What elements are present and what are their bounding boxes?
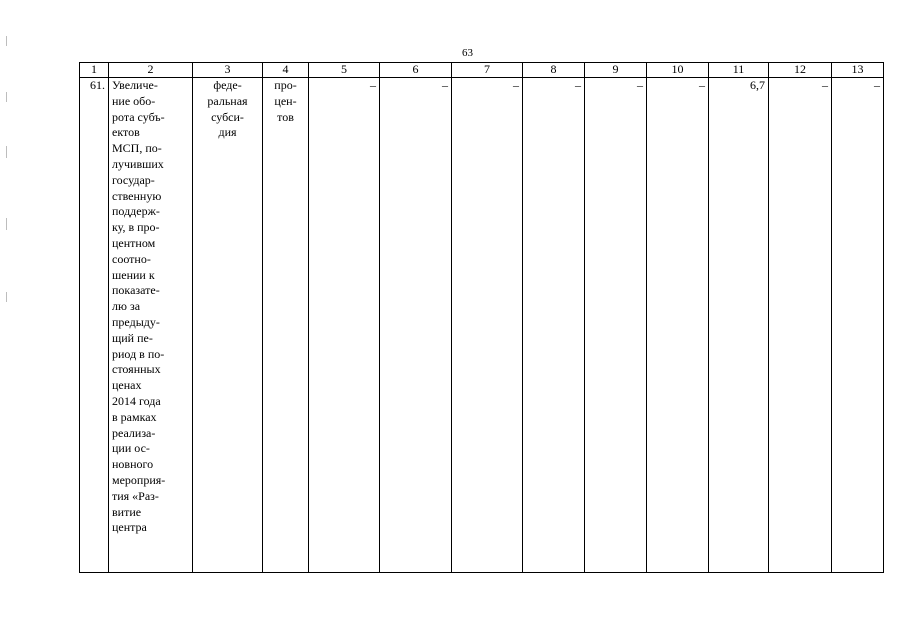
column-header: 5	[309, 63, 380, 78]
table-row	[80, 78, 884, 573]
column-header: 4	[263, 63, 309, 78]
column-header: 6	[380, 63, 452, 78]
column-header: 9	[585, 63, 647, 78]
column-header: 1	[80, 63, 109, 78]
header-row	[80, 63, 884, 78]
column-header: 12	[769, 63, 832, 78]
column-header: 2	[109, 63, 193, 78]
column-header: 11	[709, 63, 769, 78]
unit-of-measure: про- цен- тов	[263, 78, 309, 573]
column-header: 7	[452, 63, 523, 78]
value-cell: 6,7	[709, 78, 769, 573]
column-header: 8	[523, 63, 585, 78]
value-cell: –	[452, 78, 523, 573]
margin-mark	[6, 218, 7, 230]
margin-mark	[6, 146, 7, 158]
indicator-name: Увеличе- ние обо- рота субъ- ектов МСП, по- лучивших государ- ственную поддерж- ку, в про- центном соотно- шении к показате- лю за предыду- щий пе- риод в по- стоянных ценах 2014 года в рамках реализа- ции ос- новного мероприя- тия «Раз- витие центра	[109, 78, 193, 573]
margin-mark	[6, 92, 7, 102]
value-cell: –	[523, 78, 585, 573]
page-number: 63	[462, 47, 473, 59]
margin-mark	[6, 292, 7, 302]
column-header: 10	[647, 63, 709, 78]
funding-source: феде- ральная субси- дия	[193, 78, 263, 573]
value-cell: –	[309, 78, 380, 573]
indicator-table	[79, 62, 884, 573]
value-cell: –	[380, 78, 452, 573]
margin-mark	[6, 36, 7, 46]
value-cell: –	[647, 78, 709, 573]
value-cell: –	[585, 78, 647, 573]
value-cell: –	[832, 78, 884, 573]
column-header: 13	[832, 63, 884, 78]
column-header: 3	[193, 63, 263, 78]
row-number: 61.	[80, 78, 109, 573]
value-cell: –	[769, 78, 832, 573]
